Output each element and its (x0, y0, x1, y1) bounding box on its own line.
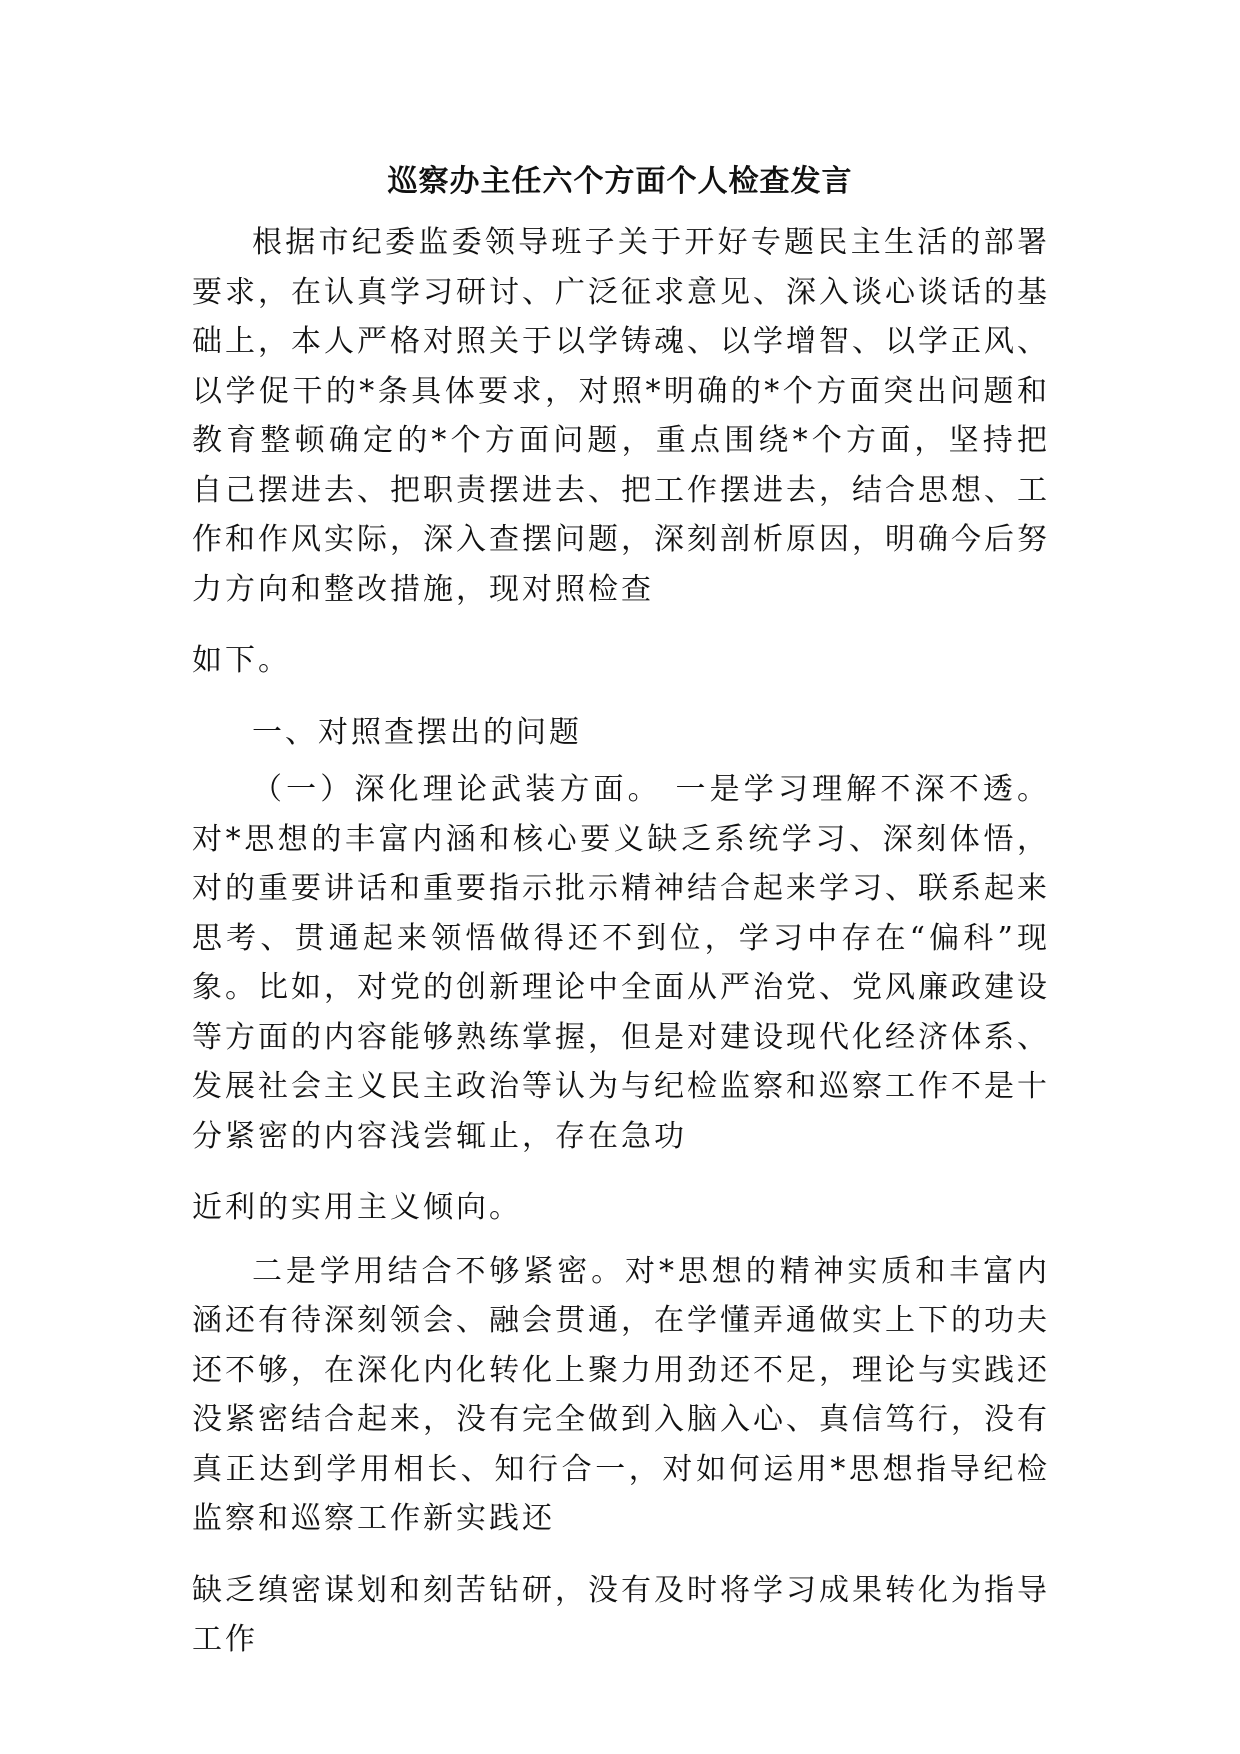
paragraph-study-use-cont: 缺乏缜密谋划和刻苦钻研，没有及时将学习成果转化为指导工作 (192, 1572, 1050, 1657)
paragraph-theory-end: 近利的实用主义倾向。 (192, 1190, 522, 1225)
paragraph-intro-end: 如下。 (192, 643, 291, 678)
paragraph-gap (192, 1161, 1050, 1183)
paragraph-gap (192, 1544, 1050, 1566)
paragraph-study-use: 二是学用结合不够紧密。对*思想的精神实质和丰富内涵还有待深刻领会、融会贯通，在学懂弄通做实上下的功夫还不够，在深化内化转化上聚力用劲还不足，理论与实践还没紧密结合起来，没有完全做到入脑入心、真信笃行，没有真正达到学用相长、知行合一，对如何运用*思想指导纪检监察和巡察工作新实践还 (192, 1253, 1050, 1536)
paragraph-gap (192, 686, 1050, 708)
section-heading-1: 一、对照查摆出的问题 (252, 714, 582, 750)
paragraph-gap (192, 1233, 1050, 1247)
paragraph-theory: （一）深化理论武装方面。 一是学习理解不深不透。对*思想的丰富内涵和核心要义缺乏系统学习、深刻体悟，对的重要讲话和重要指示批示精神结合起来学习、联系起来思考、贯通起来领悟做得还不到位，学习中存在“偏科”现象。比如，对党的创新理论中全面从严治党、党风廉政建设等方面的内容能够熟练掌握，但是对建设现代化经济体系、发展社会主义民主政治等认为与纪检监察和巡察工作不是十分紧密的内容浅尝辄止，存在急功 (192, 772, 1050, 1154)
paragraph-intro: 根据市纪委监委领导班子关于开好专题民主生活的部署要求，在认真学习研讨、广泛征求意见、深入谈心谈话的基础上，本人严格对照关于以学铸魂、以学增智、以学正风、以学促干的*条具体要求，对照*明确的*个方面突出问题和教育整顿确定的*个方面问题，重点围绕*个方面，坚持把自己摆进去、把职责摆进去、把工作摆进去，结合思想、工作和作风实际，深入查摆问题，深刻剖析原因，明确今后努力方向和整改措施，现对照检查 (192, 225, 1050, 607)
document-title: 巡察办主任六个方面个人检查发言 (387, 164, 853, 199)
paragraph-gap (192, 757, 1050, 765)
document-body (192, 218, 1050, 1665)
paragraph-gap (192, 614, 1050, 636)
